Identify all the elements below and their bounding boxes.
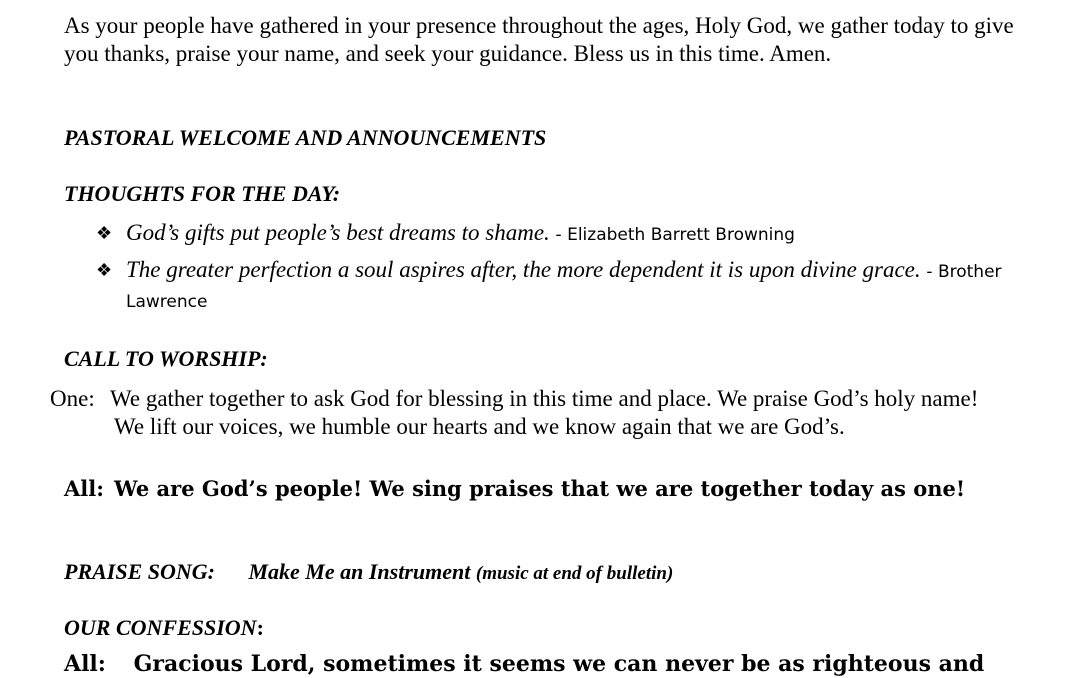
praise-song-title: Make Me an Instrument xyxy=(248,559,471,584)
confession-text: Gracious Lord, sometimes it seems we can never be as righteous and xyxy=(133,651,985,677)
confession-line xyxy=(64,650,984,678)
speaker-one-label: One: xyxy=(50,386,95,411)
heading-colon: : xyxy=(256,615,264,640)
call-one-response xyxy=(50,385,1010,441)
heading-thoughts-for-the-day: THOUGHTS FOR THE DAY: xyxy=(64,181,341,206)
diamond-bullet-icon: ❖ xyxy=(96,260,113,280)
diamond-bullet-icon: ❖ xyxy=(96,223,113,243)
call-all-text: We are God’s people! We sing praises that we are together today as one! xyxy=(114,476,966,501)
confession-speaker-label: All: xyxy=(64,651,106,677)
heading-praise-song: PRAISE SONG: xyxy=(64,559,215,584)
thought-item xyxy=(96,219,1016,249)
thought-author: - Brother Lawrence xyxy=(126,262,1002,312)
thought-item xyxy=(96,256,1016,316)
thought-quote: God’s gifts put people’s best dreams to shame. xyxy=(126,220,550,245)
heading-pastoral-welcome: PASTORAL WELCOME AND ANNOUNCEMENTS xyxy=(64,125,547,150)
thought-quote: The greater perfection a soul aspires after, the more dependent it is upon divine grace. xyxy=(126,257,921,282)
thought-author: - Elizabeth Barrett Browning xyxy=(555,225,795,245)
call-all-response xyxy=(64,475,1004,503)
opening-prayer: As your people have gathered in your presence throughout the ages, Holy God, we gather today to give you thanks, praise your name, and seek your guidance. Bless us in this time. Amen. xyxy=(64,13,1014,66)
heading-our-confession-text: OUR CONFESSION xyxy=(64,615,257,640)
praise-song-line xyxy=(64,558,673,588)
heading-our-confession xyxy=(64,614,264,642)
call-one-text: We gather together to ask God for blessing in this time and place. We praise God’s holy name! We lift our voices, we humble our hearts and we know again that we are God’s. xyxy=(110,386,979,439)
heading-call-to-worship: CALL TO WORSHIP: xyxy=(64,346,268,371)
speaker-all-label: All: xyxy=(64,476,105,501)
praise-song-note: (music at end of bulletin) xyxy=(475,563,674,584)
